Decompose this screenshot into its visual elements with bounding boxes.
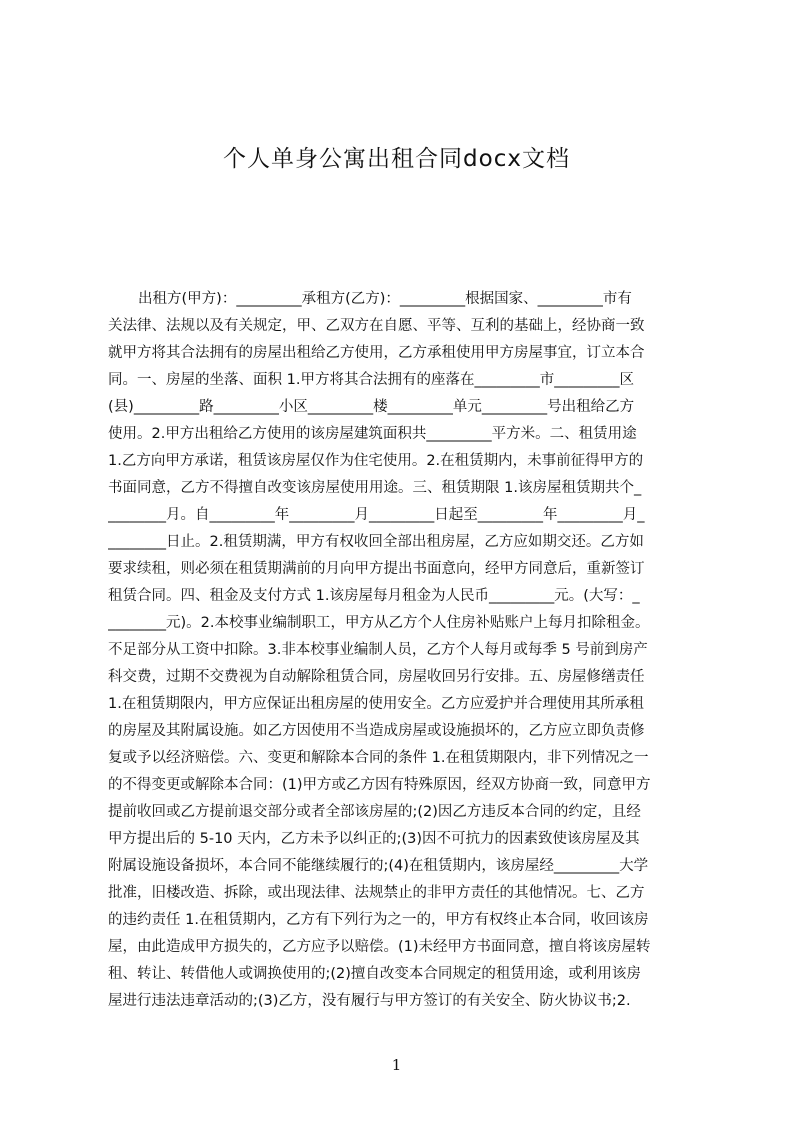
- body-line: 同。一、房屋的坐落、面积 1.甲方将其合法拥有的座落在_________市_________区: [108, 372, 634, 388]
- body-line: 科交费，过期不交费视为自动解除租赁合同，房屋收回另行安排。五、房屋修缮责任: [108, 669, 645, 685]
- body-line: 的不得变更或解除本合同：(1)甲方或乙方因有特殊原因，经双方协商一致，同意甲方: [108, 777, 651, 793]
- body-line: ________日止。2.租赁期满，甲方有权收回全部出租房屋，乙方应如期交还。乙方如: [108, 534, 644, 550]
- body-line: 出租方(甲方)：_________承租方(乙方)：_________根据国家、_________市有: [138, 291, 632, 307]
- body-line: 就甲方将其合法拥有的房屋出租给乙方使用，乙方承租使用甲方房屋事宜，订立本合: [108, 345, 645, 361]
- body-line: 1.乙方向甲方承诺，租赁该房屋仅作为住宅使用。2.在租赁期内，未事前征得甲方的: [108, 453, 644, 469]
- body-line: 甲方提出后的 5-10 天内，乙方未予以纠正的;(3)因不可抗力的因素致使该房屋及其: [108, 831, 640, 847]
- body-line: 屋进行违法违章活动的;(3)乙方，没有履行与甲方签订的有关安全、防火协议书;2.: [108, 993, 631, 1009]
- body-line: 1.在租赁期限内，甲方应保证出租房屋的使用安全。乙方应爱护并合理使用其所承租: [108, 696, 644, 712]
- body-line: 屋，由此造成甲方损失的，乙方应予以赔偿。(1)未经甲方书面同意，擅自将该房屋转: [108, 939, 651, 955]
- body-line: 批准，旧楼改造、拆除，或出现法律、法规禁止的非甲方责任的其他情况。七、乙方: [108, 885, 645, 901]
- body-line: 的违约责任 1.在租赁期内，乙方有下列行为之一的，甲方有权终止本合同，收回该房: [108, 912, 649, 928]
- document-body: [108, 286, 698, 1038]
- body-line: 不足部分从工资中扣除。3.非本校事业编制人员，乙方个人每月或每季 5 号前到房产: [108, 642, 648, 658]
- body-line: 要求续租，则必须在租赁期满前的月向甲方提出书面意向，经甲方同意后，重新签订: [108, 561, 645, 577]
- body-line: 书面同意，乙方不得擅自改变该房屋使用用途。三、租赁期限 1.该房屋租赁期共个_: [108, 480, 642, 496]
- page-number: 1: [391, 1056, 402, 1074]
- body-line: 的房屋及其附属设施。如乙方因使用不当造成房屋或设施损坏的，乙方应立即负责修: [108, 723, 645, 739]
- document-title: 个人单身公寓出租合同docx文档: [223, 146, 570, 172]
- body-line: (县)_________路_________小区_________楼_________单元_________号出租给乙方: [108, 399, 635, 415]
- body-line: 租赁合同。四、租金及支付方式 1.该房屋每月租金为人民币_________元。(大写：_: [108, 588, 640, 604]
- body-line: 复或予以经济赔偿。六、变更和解除本合同的条件 1.在租赁期限内，非下列情况之一: [108, 750, 649, 766]
- body-line: 提前收回或乙方提前退交部分或者全部该房屋的;(2)因乙方违反本合同的约定，且经: [108, 804, 641, 820]
- body-line: 关法律、法规以及有关规定，甲、乙双方在自愿、平等、互利的基础上，经协商一致: [108, 318, 645, 334]
- body-line: 使用。2.甲方出租给乙方使用的该房屋建筑面积共_________平方米。二、租赁用途: [108, 426, 637, 442]
- body-line: 附属设施设备损坏，本合同不能继续履行的;(4)在租赁期内，该房屋经_________大学: [108, 858, 649, 874]
- body-line: ________月。自_________年_________月_________日起至_________年_________月_: [108, 507, 645, 523]
- body-line: 租、转让、转借他人或调换使用的;(2)擅自改变本合同规定的租赁用途，或利用该房: [108, 966, 641, 982]
- body-line: ________元)。2.本校事业编制职工，甲方从乙方个人住房补贴账户上每月扣除租金。: [108, 615, 650, 631]
